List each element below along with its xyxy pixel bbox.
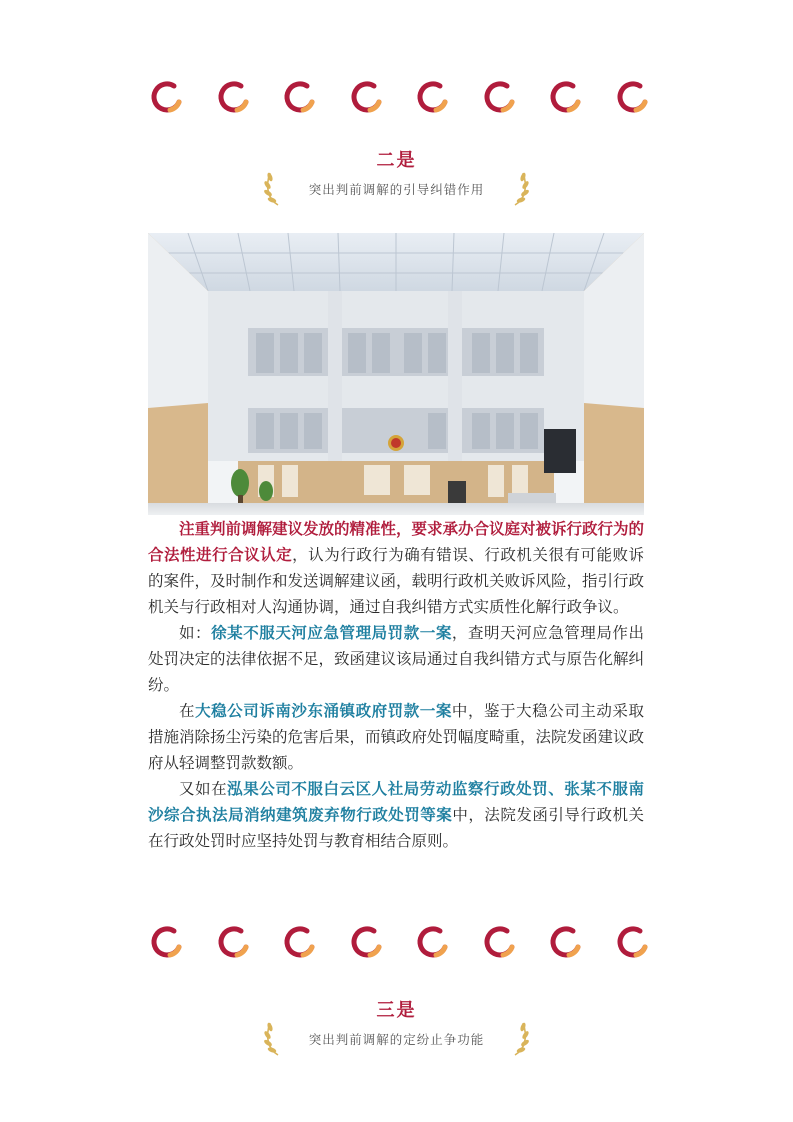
decor-ring-row-top xyxy=(150,80,645,116)
highlight-text: 大稳公司诉南沙东涌镇政府罚款一案 xyxy=(195,702,452,720)
text-run: 又如在 xyxy=(179,780,228,798)
section-subtitle: 突出判前调解的定纷止争功能 xyxy=(308,1032,485,1047)
ring-decor-icon xyxy=(150,925,184,959)
body-text xyxy=(148,516,644,854)
ring-decor-icon xyxy=(483,80,517,114)
court-lobby-image xyxy=(148,233,644,515)
ring-decor-icon xyxy=(217,925,251,959)
section-title: 二是 xyxy=(376,150,417,171)
ring-decor-icon xyxy=(350,80,384,114)
ring-decor-icon xyxy=(549,925,583,959)
ring-decor-icon xyxy=(217,80,251,114)
ring-decor-icon xyxy=(616,80,650,114)
paragraph xyxy=(148,516,644,620)
highlight-text: 注重判前调解建议发放的精准性，要求承办合议庭对被诉行政行为的合法性进行合议认定 xyxy=(148,520,645,564)
laurel-right-icon xyxy=(509,1017,531,1057)
text-run: ，认为行政行为确有错误、行政机关很有可能败诉的案件，及时制作和发送调解建议函，载明行政机关败诉风险，指引行政机关与行政相对人沟通协调，通过自我纠错方式实质性化解行政争议。 xyxy=(148,546,645,616)
ring-decor-icon xyxy=(416,925,450,959)
ring-decor-icon xyxy=(416,80,450,114)
highlight-text: 徐某不服天河应急管理局罚款一案 xyxy=(211,624,452,642)
ring-decor-icon xyxy=(616,925,650,959)
laurel-right-icon xyxy=(509,167,531,207)
paragraph xyxy=(148,698,644,776)
paragraph xyxy=(148,776,644,854)
ring-decor-icon xyxy=(283,925,317,959)
text-run: 中，法院发函引导行政机关在行政处罚时应坚持处罚与教育相结合原则。 xyxy=(148,806,644,850)
text-run: 在 xyxy=(179,702,196,720)
ring-decor-icon xyxy=(350,925,384,959)
decor-ring-row-bottom xyxy=(150,925,645,961)
text-run: 中，鉴于大稳公司主动采取措施消除扬尘污染的危害后果，而镇政府处罚幅度畸重，法院发函建议政府从轻调整罚款数额。 xyxy=(148,702,645,772)
text-run: ，查明天河应急管理局作出处罚决定的法律依据不足，致函建议该局通过自我纠错方式与原告化解纠纷。 xyxy=(148,624,645,694)
section-title: 三是 xyxy=(376,1000,417,1021)
section-subtitle: 突出判前调解的引导纠错作用 xyxy=(308,182,485,197)
ring-decor-icon xyxy=(150,80,184,114)
ring-decor-icon xyxy=(549,80,583,114)
ring-decor-icon xyxy=(283,80,317,114)
text-run: 如： xyxy=(179,624,212,642)
paragraph xyxy=(148,620,644,698)
highlight-text: 泓果公司不服白云区人社局劳动监察行政处罚、张某不服南沙综合执法局消纳建筑废弃物行政处罚等案 xyxy=(148,780,644,824)
ring-decor-icon xyxy=(483,925,517,959)
